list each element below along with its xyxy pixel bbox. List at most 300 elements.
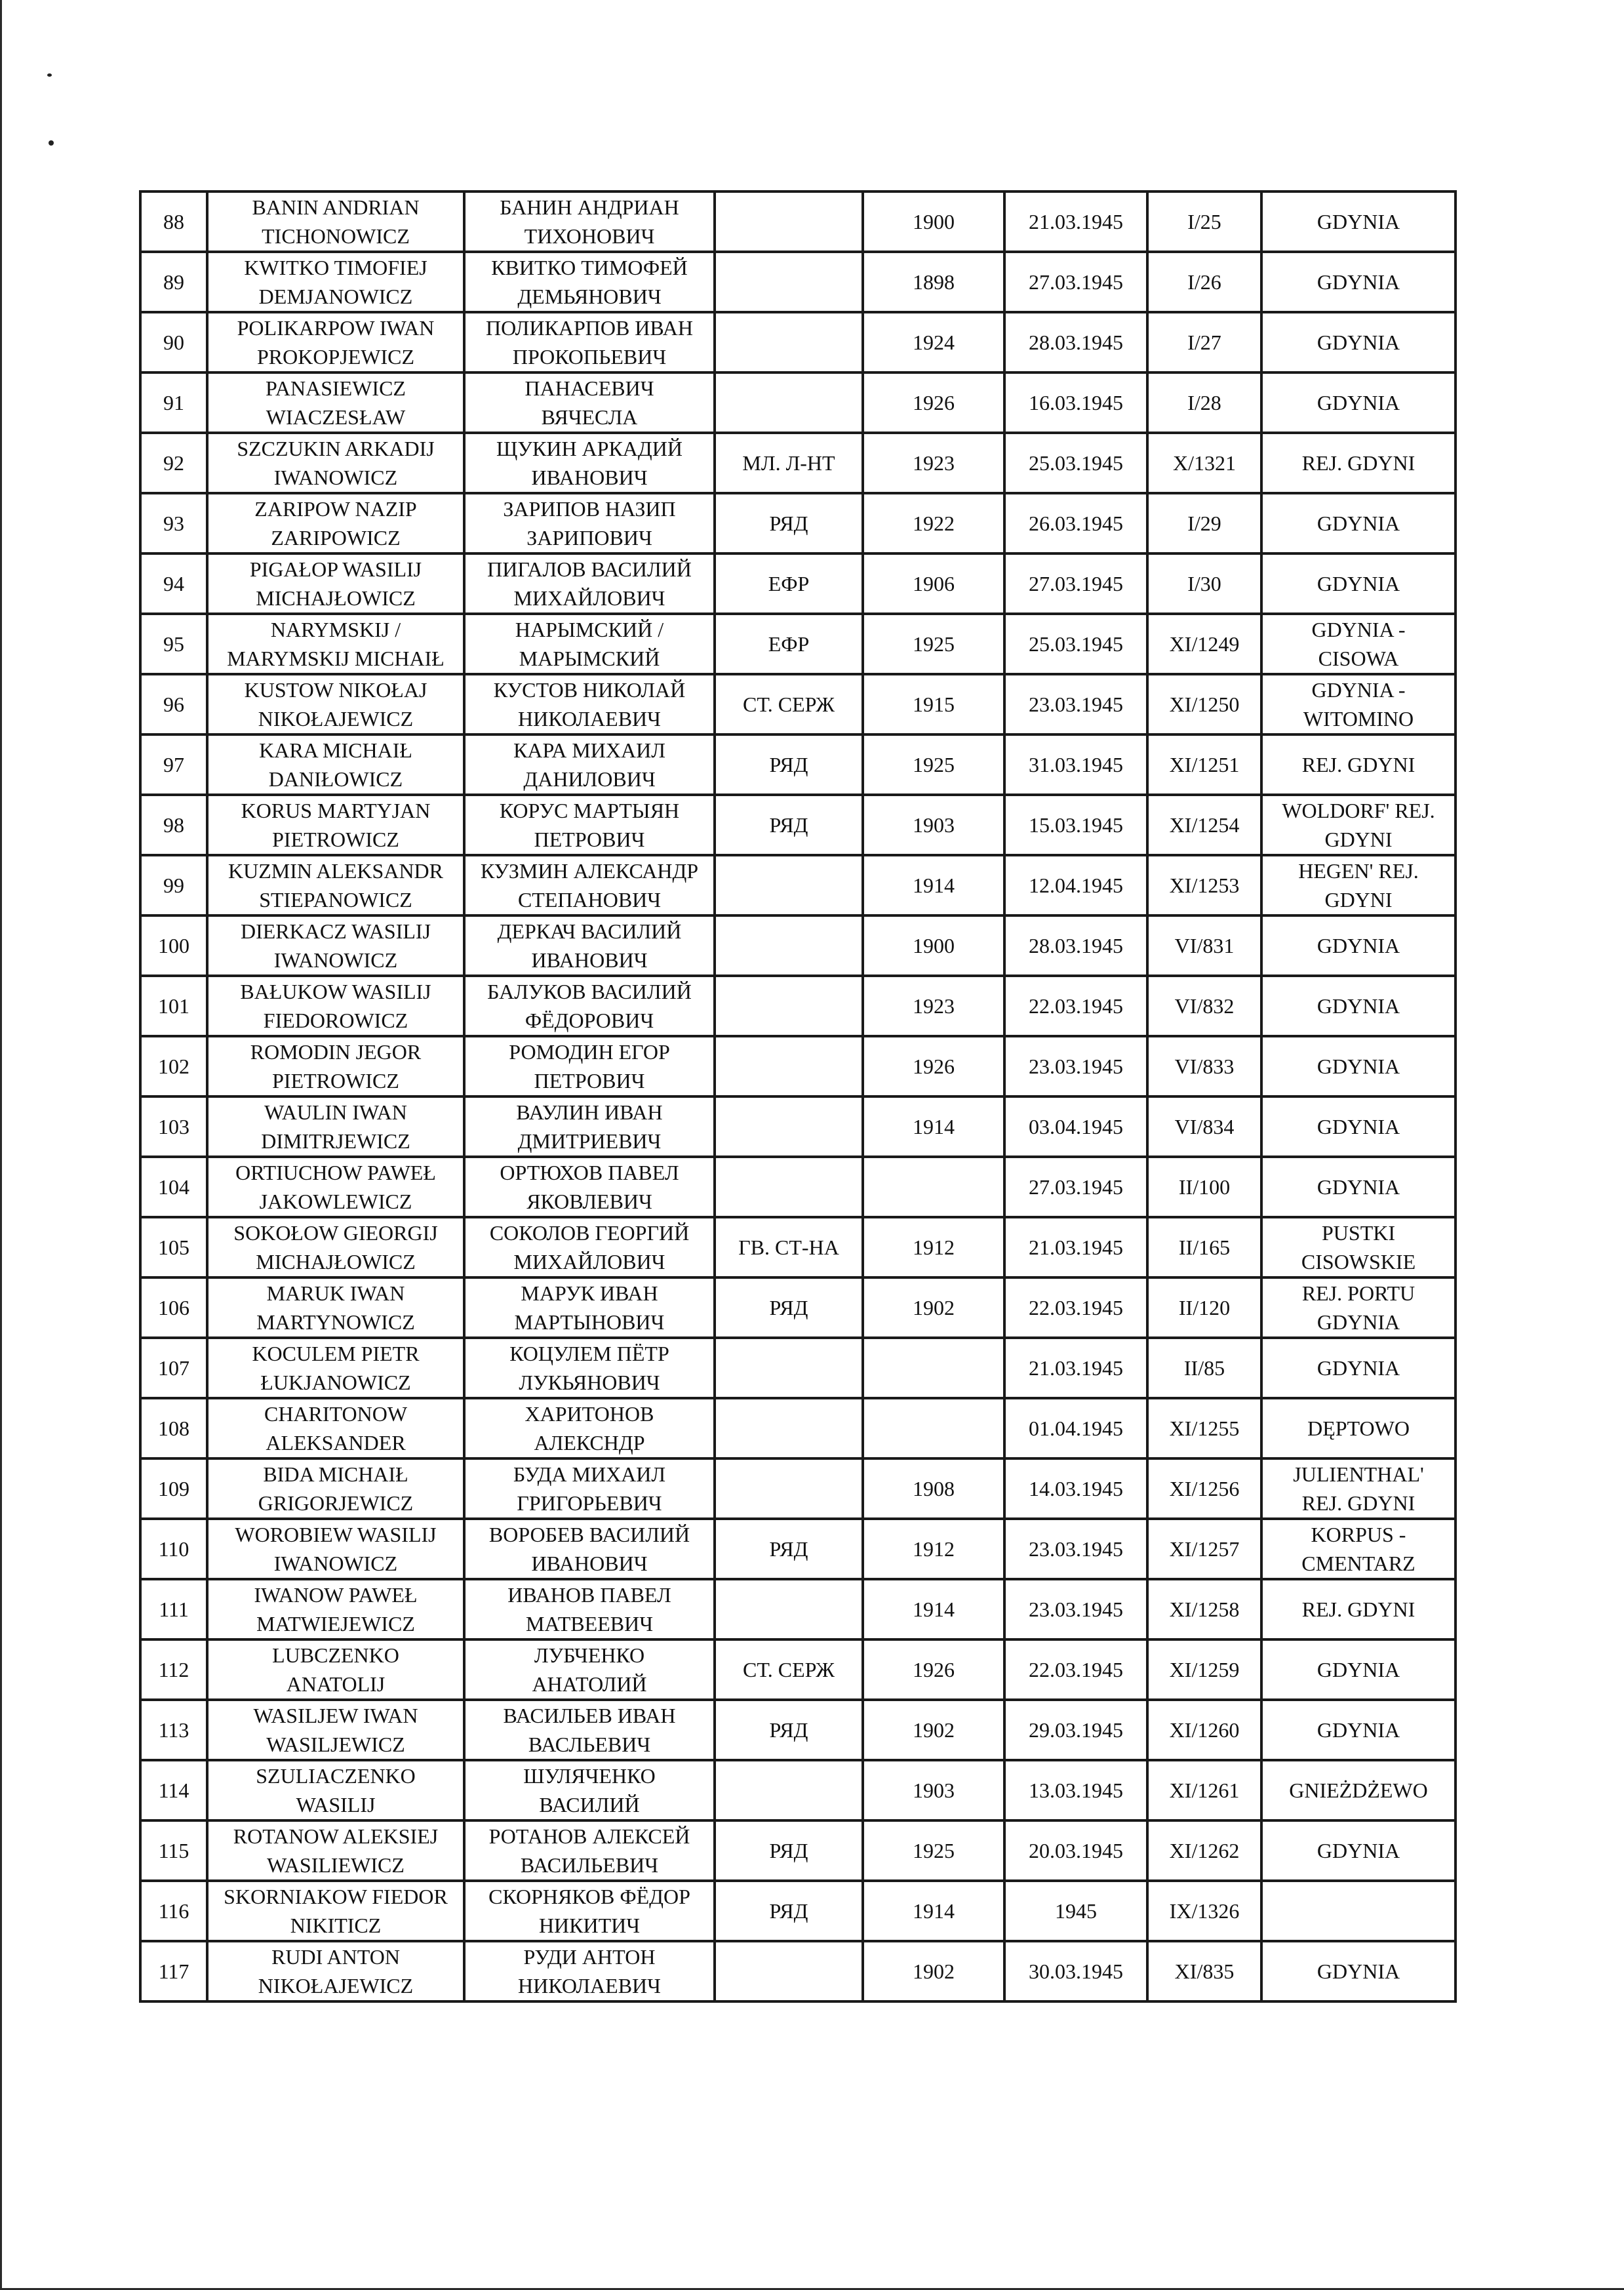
- place-cell-line: GDYNIA: [1317, 1310, 1400, 1334]
- latin-name-cell-line: BANIN ANDRIAN: [252, 195, 420, 219]
- cyrillic-name-cell-line: РУДИ АНТОН: [523, 1945, 656, 1969]
- latin-name-cell-line: WASILJEW IWAN: [253, 1704, 418, 1727]
- death-date-cell: 27.03.1945: [1004, 252, 1147, 312]
- grave-number-cell: II/100: [1147, 1157, 1261, 1217]
- table-row: [140, 1157, 1456, 1217]
- place-cell-line: GDYNIA: [1317, 572, 1400, 595]
- cyrillic-name-cell-line: АЛЕКСНДР: [534, 1431, 645, 1455]
- cyrillic-name-cell-line: КОРУС МАРТЫЯН: [499, 799, 680, 822]
- latin-name-cell: [207, 1941, 464, 2001]
- latin-name-cell-line: WAULIN IWAN: [264, 1100, 407, 1124]
- place-cell: [1261, 1036, 1456, 1096]
- cyrillic-name-cell-line: ЯКОВЛЕВИЧ: [526, 1190, 652, 1213]
- latin-name-cell: [207, 1157, 464, 1217]
- place-cell-line: REJ. GDYNI: [1301, 1491, 1416, 1515]
- place-cell: [1261, 493, 1456, 553]
- table-row: [140, 1941, 1456, 2001]
- grave-number-cell: VI/832: [1147, 976, 1261, 1036]
- cyrillic-name-cell: [464, 1519, 715, 1579]
- rank-cell: СТ. СЕРЖ: [715, 1639, 863, 1700]
- latin-name-cell-line: TICHONOWICZ: [262, 224, 410, 248]
- latin-name-cell-line: KUZMIN ALEKSANDR: [228, 859, 443, 883]
- birth-year-cell: 1898: [863, 252, 1004, 312]
- table-row: [140, 1277, 1456, 1338]
- latin-name-cell-line: MICHAJŁOWICZ: [256, 586, 416, 610]
- row-number-cell: 91: [140, 372, 207, 433]
- birth-year-cell: 1902: [863, 1700, 1004, 1760]
- table-row: [140, 1700, 1456, 1760]
- place-cell-line: DĘPTOWO: [1307, 1416, 1410, 1440]
- latin-name-cell: [207, 312, 464, 372]
- cyrillic-name-cell-line: ФЁДОРОВИЧ: [525, 1009, 654, 1032]
- place-cell: [1261, 1941, 1456, 2001]
- place-cell-line: REJ. GDYNI: [1301, 753, 1416, 776]
- cyrillic-name-cell-line: МИХАЙЛОВИЧ: [513, 1250, 665, 1274]
- place-cell: [1261, 674, 1456, 734]
- latin-name-cell-line: KUSTOW NIKOŁAJ: [244, 678, 427, 702]
- place-cell: [1261, 1157, 1456, 1217]
- cyrillic-name-cell: [464, 1820, 715, 1881]
- latin-name-cell: [207, 1458, 464, 1519]
- place-cell-line: GDYNIA: [1317, 331, 1400, 354]
- cyrillic-name-cell-line: МАРТЫНОВИЧ: [514, 1310, 665, 1334]
- latin-name-cell-line: ORTIUCHOW PAWEŁ: [235, 1161, 436, 1184]
- rank-cell: ЕФР: [715, 614, 863, 674]
- latin-name-cell-line: NIKOŁAJEWICZ: [258, 707, 414, 731]
- latin-name-cell-line: SOKOŁOW GIEORGIJ: [233, 1221, 438, 1245]
- birth-year-cell: 1908: [863, 1458, 1004, 1519]
- place-cell-line: GDYNIA: [1317, 1658, 1400, 1681]
- cyrillic-name-cell: [464, 795, 715, 855]
- latin-name-cell-line: PIETROWICZ: [272, 828, 399, 851]
- death-date-cell: 23.03.1945: [1004, 1579, 1147, 1639]
- cyrillic-name-cell-line: ПЕТРОВИЧ: [534, 828, 645, 851]
- row-number-cell: 111: [140, 1579, 207, 1639]
- row-number-cell: 105: [140, 1217, 207, 1277]
- row-number-cell: 92: [140, 433, 207, 493]
- latin-name-cell-line: IWANOW PAWEŁ: [254, 1583, 418, 1607]
- cyrillic-name-cell: [464, 1881, 715, 1941]
- birth-year-cell: 1926: [863, 1036, 1004, 1096]
- burial-register-table: [139, 190, 1457, 2003]
- cyrillic-name-cell-line: КОЦУЛЕМ ПЁТР: [509, 1342, 669, 1365]
- place-cell: [1261, 1881, 1456, 1941]
- cyrillic-name-cell-line: КВИТКО ТИМОФЕЙ: [491, 256, 688, 279]
- grave-number-cell: XI/1250: [1147, 674, 1261, 734]
- death-date-cell: 21.03.1945: [1004, 1217, 1147, 1277]
- death-date-cell: 22.03.1945: [1004, 976, 1147, 1036]
- place-cell-line: REJ. GDYNI: [1301, 451, 1416, 475]
- cyrillic-name-cell-line: ПАНАСЕВИЧ: [525, 376, 654, 400]
- place-cell: [1261, 1398, 1456, 1458]
- grave-number-cell: XI/1255: [1147, 1398, 1261, 1458]
- cyrillic-name-cell-line: ШУЛЯЧЕНКО: [523, 1764, 656, 1788]
- death-date-cell: 21.03.1945: [1004, 191, 1147, 252]
- death-date-cell: 29.03.1945: [1004, 1700, 1147, 1760]
- latin-name-cell-line: IWANOWICZ: [273, 1552, 398, 1575]
- death-date-cell: 22.03.1945: [1004, 1277, 1147, 1338]
- birth-year-cell: 1923: [863, 976, 1004, 1036]
- latin-name-cell-line: WOROBIEW WASILIJ: [235, 1523, 437, 1546]
- rank-cell: ГВ. СТ-НА: [715, 1217, 863, 1277]
- latin-name-cell-line: KORUS MARTYJAN: [241, 799, 431, 822]
- latin-name-cell: [207, 1639, 464, 1700]
- table-row: [140, 614, 1456, 674]
- cyrillic-name-cell-line: ВОРОБЕВ ВАСИЛИЙ: [488, 1523, 690, 1546]
- table-row: [140, 795, 1456, 855]
- grave-number-cell: XI/1259: [1147, 1639, 1261, 1700]
- cyrillic-name-cell: [464, 1700, 715, 1760]
- latin-name-cell: [207, 795, 464, 855]
- row-number-cell: 112: [140, 1639, 207, 1700]
- rank-cell: [715, 1579, 863, 1639]
- latin-name-cell-line: WASILIJ: [296, 1793, 376, 1817]
- cyrillic-name-cell-line: ДЕМЬЯНОВИЧ: [517, 285, 662, 308]
- latin-name-cell-line: DANIŁOWICZ: [268, 767, 403, 791]
- row-number-cell: 89: [140, 252, 207, 312]
- place-cell-line: GDYNIA: [1317, 1839, 1400, 1862]
- rank-cell: [715, 1096, 863, 1157]
- cyrillic-name-cell: [464, 1579, 715, 1639]
- birth-year-cell: 1906: [863, 553, 1004, 614]
- place-cell-line: CISOWSKIE: [1301, 1250, 1416, 1274]
- cyrillic-name-cell-line: ОРТЮХОВ ПАВЕЛ: [500, 1161, 679, 1184]
- row-number-cell: 96: [140, 674, 207, 734]
- death-date-cell: 12.04.1945: [1004, 855, 1147, 915]
- table-row: [140, 1458, 1456, 1519]
- death-date-cell: 26.03.1945: [1004, 493, 1147, 553]
- death-date-cell: 03.04.1945: [1004, 1096, 1147, 1157]
- rank-cell: РЯД: [715, 1277, 863, 1338]
- place-cell-line: CMENTARZ: [1301, 1552, 1416, 1575]
- latin-name-cell: [207, 252, 464, 312]
- cyrillic-name-cell-line: ПОЛИКАРПОВ ИВАН: [486, 316, 693, 340]
- place-cell: [1261, 1760, 1456, 1820]
- latin-name-cell-line: MICHAJŁOWICZ: [256, 1250, 416, 1274]
- birth-year-cell: [863, 1338, 1004, 1398]
- row-number-cell: 113: [140, 1700, 207, 1760]
- latin-name-cell: [207, 1096, 464, 1157]
- cyrillic-name-cell: [464, 252, 715, 312]
- latin-name-cell: [207, 1277, 464, 1338]
- rank-cell: РЯД: [715, 493, 863, 553]
- table-row: [140, 553, 1456, 614]
- grave-number-cell: XI/1260: [1147, 1700, 1261, 1760]
- latin-name-cell: [207, 493, 464, 553]
- rank-cell: [715, 1398, 863, 1458]
- cyrillic-name-cell-line: БАЛУКОВ ВАСИЛИЙ: [487, 980, 692, 1003]
- latin-name-cell: [207, 976, 464, 1036]
- cyrillic-name-cell-line: ТИХОНОВИЧ: [524, 224, 655, 248]
- rank-cell: [715, 1941, 863, 2001]
- latin-name-cell-line: ROMODIN JEGOR: [250, 1040, 422, 1064]
- death-date-cell: 25.03.1945: [1004, 433, 1147, 493]
- place-cell-line: JULIENTHAL': [1293, 1462, 1424, 1486]
- place-cell: [1261, 1639, 1456, 1700]
- grave-number-cell: II/120: [1147, 1277, 1261, 1338]
- death-date-cell: 14.03.1945: [1004, 1458, 1147, 1519]
- death-date-cell: 15.03.1945: [1004, 795, 1147, 855]
- table-row: [140, 734, 1456, 795]
- place-cell: [1261, 433, 1456, 493]
- cyrillic-name-cell-line: ПРОКОПЬЕВИЧ: [512, 345, 667, 369]
- latin-name-cell-line: SKORNIAKOW FIEDOR: [224, 1885, 448, 1908]
- latin-name-cell: [207, 1700, 464, 1760]
- place-cell-line: GNIEŻDŻEWO: [1289, 1778, 1428, 1802]
- death-date-cell: 01.04.1945: [1004, 1398, 1147, 1458]
- death-date-cell: 30.03.1945: [1004, 1941, 1147, 2001]
- latin-name-cell-line: GRIGORJEWICZ: [258, 1491, 414, 1515]
- grave-number-cell: X/1321: [1147, 433, 1261, 493]
- birth-year-cell: 1925: [863, 614, 1004, 674]
- latin-name-cell-line: STIEPANOWICZ: [259, 888, 412, 912]
- latin-name-cell-line: IWANOWICZ: [273, 948, 398, 972]
- cyrillic-name-cell-line: НАРЫМСКИЙ /: [515, 618, 664, 641]
- cyrillic-name-cell: [464, 553, 715, 614]
- latin-name-cell: [207, 1579, 464, 1639]
- place-cell: [1261, 191, 1456, 252]
- latin-name-cell-line: RUDI ANTON: [271, 1945, 400, 1969]
- death-date-cell: 23.03.1945: [1004, 1036, 1147, 1096]
- row-number-cell: 116: [140, 1881, 207, 1941]
- cyrillic-name-cell-line: ЩУКИН АРКАДИЙ: [496, 437, 683, 460]
- cyrillic-name-cell-line: МАРУК ИВАН: [521, 1281, 658, 1305]
- row-number-cell: 98: [140, 795, 207, 855]
- grave-number-cell: XI/1251: [1147, 734, 1261, 795]
- table-row: [140, 915, 1456, 976]
- cyrillic-name-cell-line: ВАУЛИН ИВАН: [516, 1100, 663, 1124]
- scan-speck: [49, 140, 54, 146]
- table-row: [140, 674, 1456, 734]
- cyrillic-name-cell-line: ВАСЛЬЕВИЧ: [528, 1733, 651, 1756]
- rank-cell: МЛ. Л-НТ: [715, 433, 863, 493]
- grave-number-cell: XI/1254: [1147, 795, 1261, 855]
- row-number-cell: 103: [140, 1096, 207, 1157]
- latin-name-cell-line: WIACZESŁAW: [266, 405, 406, 429]
- latin-name-cell-line: MARYMSKIJ MICHAIŁ: [227, 647, 445, 670]
- latin-name-cell-line: ZARIPOW NAZIP: [254, 497, 417, 521]
- birth-year-cell: 1914: [863, 1881, 1004, 1941]
- grave-number-cell: XI/1249: [1147, 614, 1261, 674]
- grave-number-cell: XI/1261: [1147, 1760, 1261, 1820]
- latin-name-cell-line: ANATOLIJ: [286, 1672, 386, 1696]
- birth-year-cell: 1903: [863, 795, 1004, 855]
- cyrillic-name-cell-line: ПИГАЛОВ ВАСИЛИЙ: [487, 557, 692, 581]
- place-cell: [1261, 976, 1456, 1036]
- cyrillic-name-cell: [464, 674, 715, 734]
- grave-number-cell: I/29: [1147, 493, 1261, 553]
- cyrillic-name-cell: [464, 855, 715, 915]
- death-date-cell: 31.03.1945: [1004, 734, 1147, 795]
- latin-name-cell-line: CHARITONOW: [264, 1402, 408, 1426]
- row-number-cell: 101: [140, 976, 207, 1036]
- birth-year-cell: 1915: [863, 674, 1004, 734]
- latin-name-cell-line: NARYMSKIJ /: [270, 618, 401, 641]
- latin-name-cell-line: ALEKSANDER: [266, 1431, 406, 1455]
- cyrillic-name-cell: [464, 734, 715, 795]
- cyrillic-name-cell: [464, 372, 715, 433]
- row-number-cell: 114: [140, 1760, 207, 1820]
- rank-cell: РЯД: [715, 1700, 863, 1760]
- grave-number-cell: I/30: [1147, 553, 1261, 614]
- death-date-cell: 21.03.1945: [1004, 1338, 1147, 1398]
- latin-name-cell-line: ZARIPOWICZ: [271, 526, 401, 550]
- rank-cell: РЯД: [715, 734, 863, 795]
- birth-year-cell: 1926: [863, 1639, 1004, 1700]
- latin-name-cell-line: DIMITRJEWICZ: [261, 1129, 410, 1153]
- place-cell-line: WITOMINO: [1303, 707, 1414, 731]
- cyrillic-name-cell: [464, 1277, 715, 1338]
- place-cell-line: GDYNIA: [1317, 994, 1400, 1018]
- rank-cell: [715, 191, 863, 252]
- rank-cell: [715, 855, 863, 915]
- latin-name-cell-line: KARA MICHAIŁ: [259, 738, 412, 762]
- latin-name-cell-line: WASILIEWICZ: [267, 1853, 405, 1877]
- cyrillic-name-cell-line: ВАСИЛЬЕВИЧ: [520, 1853, 659, 1877]
- place-cell-line: GDYNIA -: [1311, 618, 1406, 641]
- latin-name-cell: [207, 191, 464, 252]
- latin-name-cell-line: BIDA MICHAIŁ: [263, 1462, 408, 1486]
- death-date-cell: 13.03.1945: [1004, 1760, 1147, 1820]
- rank-cell: [715, 1036, 863, 1096]
- latin-name-cell-line: DEMJANOWICZ: [258, 285, 413, 308]
- death-date-cell: 27.03.1945: [1004, 553, 1147, 614]
- cyrillic-name-cell: [464, 312, 715, 372]
- latin-name-cell-line: NIKOŁAJEWICZ: [258, 1974, 414, 1998]
- place-cell: [1261, 915, 1456, 976]
- birth-year-cell: 1926: [863, 372, 1004, 433]
- cyrillic-name-cell-line: ЛУБЧЕНКО: [534, 1643, 645, 1667]
- birth-year-cell: 1914: [863, 855, 1004, 915]
- cyrillic-name-cell-line: НИКОЛАЕВИЧ: [518, 1974, 661, 1998]
- grave-number-cell: XI/1253: [1147, 855, 1261, 915]
- birth-year-cell: 1925: [863, 734, 1004, 795]
- rank-cell: СТ. СЕРЖ: [715, 674, 863, 734]
- table-row: [140, 1639, 1456, 1700]
- cyrillic-name-cell: [464, 1157, 715, 1217]
- latin-name-cell-line: FIEDOROWICZ: [263, 1009, 408, 1032]
- place-cell: [1261, 1700, 1456, 1760]
- place-cell-line: GDYNIA: [1317, 210, 1400, 233]
- place-cell: [1261, 795, 1456, 855]
- grave-number-cell: IX/1326: [1147, 1881, 1261, 1941]
- place-cell: [1261, 553, 1456, 614]
- table-row: [140, 433, 1456, 493]
- birth-year-cell: 1903: [863, 1760, 1004, 1820]
- row-number-cell: 108: [140, 1398, 207, 1458]
- grave-number-cell: XI/1258: [1147, 1579, 1261, 1639]
- latin-name-cell: [207, 734, 464, 795]
- place-cell: [1261, 1519, 1456, 1579]
- place-cell: [1261, 1820, 1456, 1881]
- cyrillic-name-cell-line: ЗАРИПОВИЧ: [526, 526, 652, 550]
- place-cell-line: GDYNIA: [1317, 1959, 1400, 1983]
- latin-name-cell-line: MARUK IWAN: [266, 1281, 405, 1305]
- place-cell: [1261, 734, 1456, 795]
- place-cell-line: GDYNIA: [1317, 1718, 1400, 1742]
- cyrillic-name-cell: [464, 433, 715, 493]
- latin-name-cell: [207, 1036, 464, 1096]
- latin-name-cell-line: SZCZUKIN ARKADIJ: [237, 437, 435, 460]
- row-number-cell: 117: [140, 1941, 207, 2001]
- place-cell-line: CISOWA: [1318, 647, 1399, 670]
- cyrillic-name-cell: [464, 191, 715, 252]
- latin-name-cell-line: JAKOWLEWICZ: [259, 1190, 412, 1213]
- cyrillic-name-cell-line: АНАТОЛИЙ: [532, 1672, 647, 1696]
- death-date-cell: 20.03.1945: [1004, 1820, 1147, 1881]
- cyrillic-name-cell-line: ИВАНОВИЧ: [531, 1552, 648, 1575]
- death-date-cell: 23.03.1945: [1004, 674, 1147, 734]
- latin-name-cell-line: MATWIEJEWICZ: [256, 1612, 415, 1636]
- cyrillic-name-cell: [464, 1217, 715, 1277]
- rank-cell: [715, 1157, 863, 1217]
- rank-cell: [715, 372, 863, 433]
- place-cell-line: GDYNIA -: [1311, 678, 1406, 702]
- latin-name-cell: [207, 553, 464, 614]
- place-cell: [1261, 1277, 1456, 1338]
- place-cell-line: KORPUS -: [1311, 1523, 1406, 1546]
- cyrillic-name-cell-line: ВЯЧЕСЛА: [541, 405, 638, 429]
- cyrillic-name-cell-line: КАРА МИХАИЛ: [513, 738, 665, 762]
- grave-number-cell: I/25: [1147, 191, 1261, 252]
- row-number-cell: 106: [140, 1277, 207, 1338]
- rank-cell: [715, 252, 863, 312]
- table-row: [140, 1881, 1456, 1941]
- birth-year-cell: 1902: [863, 1277, 1004, 1338]
- grave-number-cell: XI/1262: [1147, 1820, 1261, 1881]
- place-cell: [1261, 312, 1456, 372]
- cyrillic-name-cell: [464, 493, 715, 553]
- rank-cell: ЕФР: [715, 553, 863, 614]
- latin-name-cell-line: LUBCZENKO: [272, 1643, 399, 1667]
- place-cell-line: GDYNIA: [1317, 934, 1400, 957]
- latin-name-cell: [207, 1881, 464, 1941]
- rank-cell: РЯД: [715, 795, 863, 855]
- table-row: [140, 855, 1456, 915]
- cyrillic-name-cell-line: ДАНИЛОВИЧ: [523, 767, 656, 791]
- table-row: [140, 1338, 1456, 1398]
- cyrillic-name-cell-line: НИКИТИЧ: [538, 1914, 641, 1937]
- grave-number-cell: VI/834: [1147, 1096, 1261, 1157]
- grave-number-cell: I/27: [1147, 312, 1261, 372]
- row-number-cell: 95: [140, 614, 207, 674]
- latin-name-cell-line: POLIKARPOW IWAN: [237, 316, 435, 340]
- cyrillic-name-cell-line: РОМОДИН ЕГОР: [509, 1040, 670, 1064]
- rank-cell: [715, 1458, 863, 1519]
- table-row: [140, 976, 1456, 1036]
- rank-cell: [715, 976, 863, 1036]
- cyrillic-name-cell: [464, 614, 715, 674]
- death-date-cell: 28.03.1945: [1004, 312, 1147, 372]
- birth-year-cell: 1914: [863, 1579, 1004, 1639]
- table-row: [140, 312, 1456, 372]
- latin-name-cell-line: WASILJEWICZ: [266, 1733, 405, 1756]
- cyrillic-name-cell-line: СКОРНЯКОВ ФЁДОР: [488, 1885, 690, 1908]
- row-number-cell: 115: [140, 1820, 207, 1881]
- birth-year-cell: [863, 1157, 1004, 1217]
- death-date-cell: 22.03.1945: [1004, 1639, 1147, 1700]
- place-cell: [1261, 1458, 1456, 1519]
- birth-year-cell: 1924: [863, 312, 1004, 372]
- row-number-cell: 88: [140, 191, 207, 252]
- rank-cell: [715, 1760, 863, 1820]
- row-number-cell: 110: [140, 1519, 207, 1579]
- place-cell-line: GDYNIA: [1317, 512, 1400, 535]
- latin-name-cell: [207, 1519, 464, 1579]
- birth-year-cell: 1900: [863, 915, 1004, 976]
- table-row: [140, 252, 1456, 312]
- place-cell: [1261, 252, 1456, 312]
